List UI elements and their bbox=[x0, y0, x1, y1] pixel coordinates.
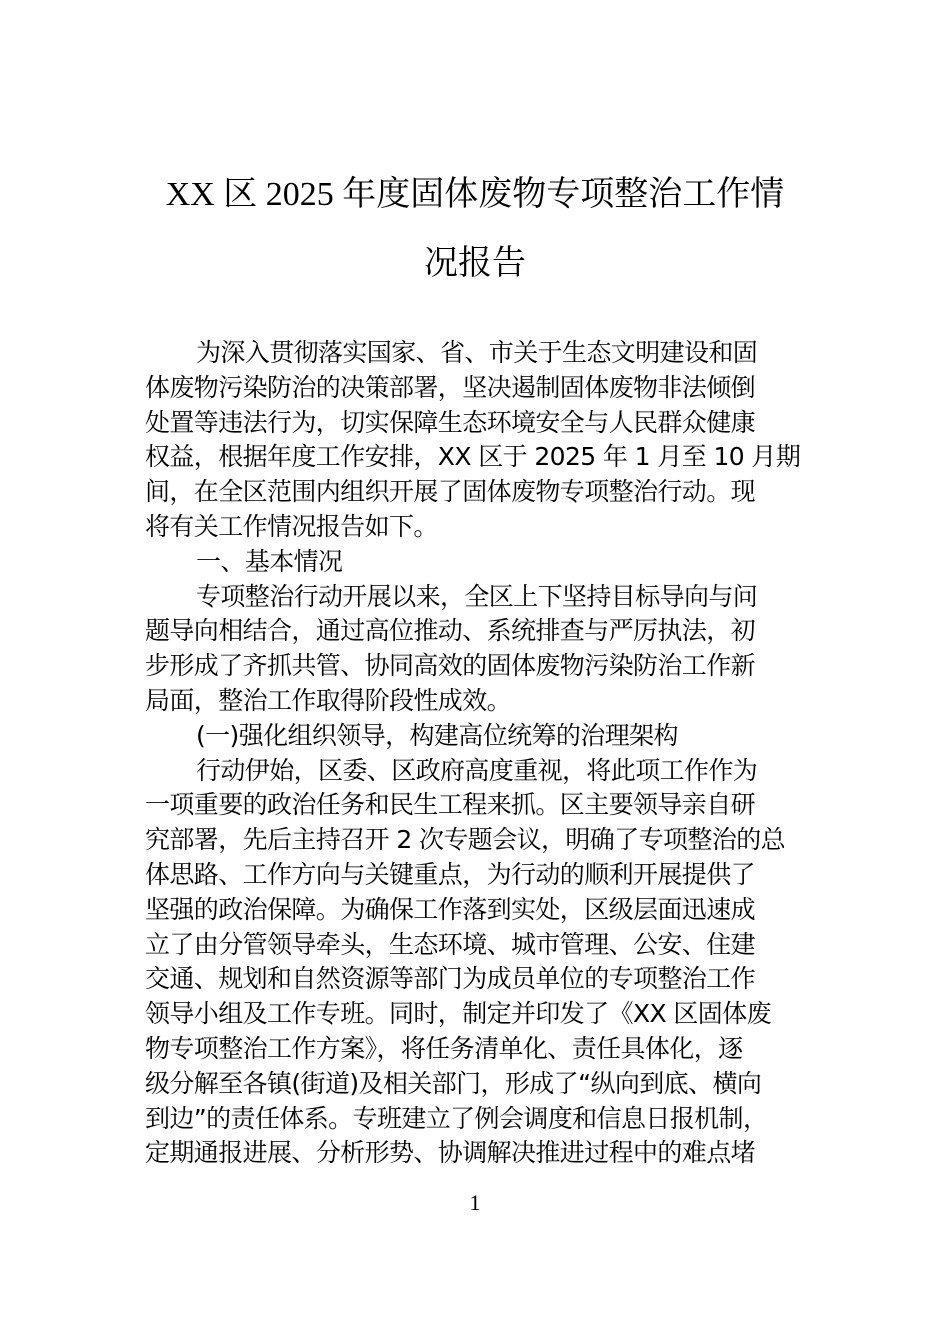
body-line: 行动伊始，区委、区政府高度重视，将此项工作作为 bbox=[196, 755, 758, 785]
body-line: 专项整治行动开展以来，全区上下坚持目标导向与问 bbox=[196, 581, 758, 611]
body-line: 步形成了齐抓共管、协同高效的固体废物污染防治工作新 bbox=[145, 651, 756, 681]
body-line: 定期通报进展、分析形势、协调解决推进过程中的难点堵 bbox=[145, 1138, 756, 1168]
body-line: 题导向相结合，通过高位推动、系统排查与严厉执法，初 bbox=[145, 616, 756, 646]
body-line: 坚强的政治保障。为确保工作落到实处，区级层面迅速成 bbox=[145, 894, 756, 924]
body-line: 局面，整治工作取得阶段性成效。 bbox=[145, 685, 512, 715]
body-line: 权益，根据年度工作安排，XX 区于 2025 年 1 月至 10 月期 bbox=[145, 442, 801, 472]
subsection-heading: (一)强化组织领导，构建高位统筹的治理架构 bbox=[196, 720, 678, 750]
document-title-line-2: 况报告 bbox=[424, 245, 526, 282]
page-number: 1 bbox=[469, 1190, 481, 1215]
body-line: 物专项整治工作方案》，将任务清单化、责任具体化，逐 bbox=[145, 1033, 743, 1063]
body-line: 将有关工作情况报告如下。 bbox=[145, 511, 438, 541]
body-line: 到边”的责任体系。专班建立了例会调度和信息日报机制， bbox=[145, 1103, 768, 1133]
document-body bbox=[145, 336, 809, 1171]
body-line: 立了由分管领导牵头，生态环境、城市管理、公安、住建 bbox=[145, 929, 756, 959]
body-line: 为深入贯彻落实国家、省、市关于生态文明建设和固 bbox=[196, 338, 758, 367]
body-line: 领导小组及工作专班。同时，制定并印发了《XX 区固体废 bbox=[145, 999, 772, 1029]
body-line: 交通、规划和自然资源等部门为成员单位的专项整治工作 bbox=[145, 964, 756, 994]
section-heading: 一、基本情况 bbox=[196, 546, 343, 576]
body-line: 处置等违法行为，切实保障生态环境安全与人民群众健康 bbox=[145, 407, 756, 437]
body-line: 究部署，先后主持召开 2 次专题会议，明确了专项整治的总 bbox=[145, 825, 786, 855]
body-line: 一项重要的政治任务和民生工程来抓。区主要领导亲自研 bbox=[145, 790, 756, 820]
body-line: 间，在全区范围内组织开展了固体废物专项整治行动。现 bbox=[145, 477, 756, 507]
body-line: 体思路、工作方向与关键重点，为行动的顺利开展提供了 bbox=[145, 859, 756, 889]
body-line: 体废物污染防治的决策部署，坚决遏制固体废物非法倾倒 bbox=[145, 372, 756, 402]
body-line: 级分解至各镇(街道)及相关部门，形成了“纵向到底、横向 bbox=[145, 1068, 762, 1098]
document-title-line-1: XX 区 2025 年度固体废物专项整治工作情 bbox=[165, 176, 785, 213]
